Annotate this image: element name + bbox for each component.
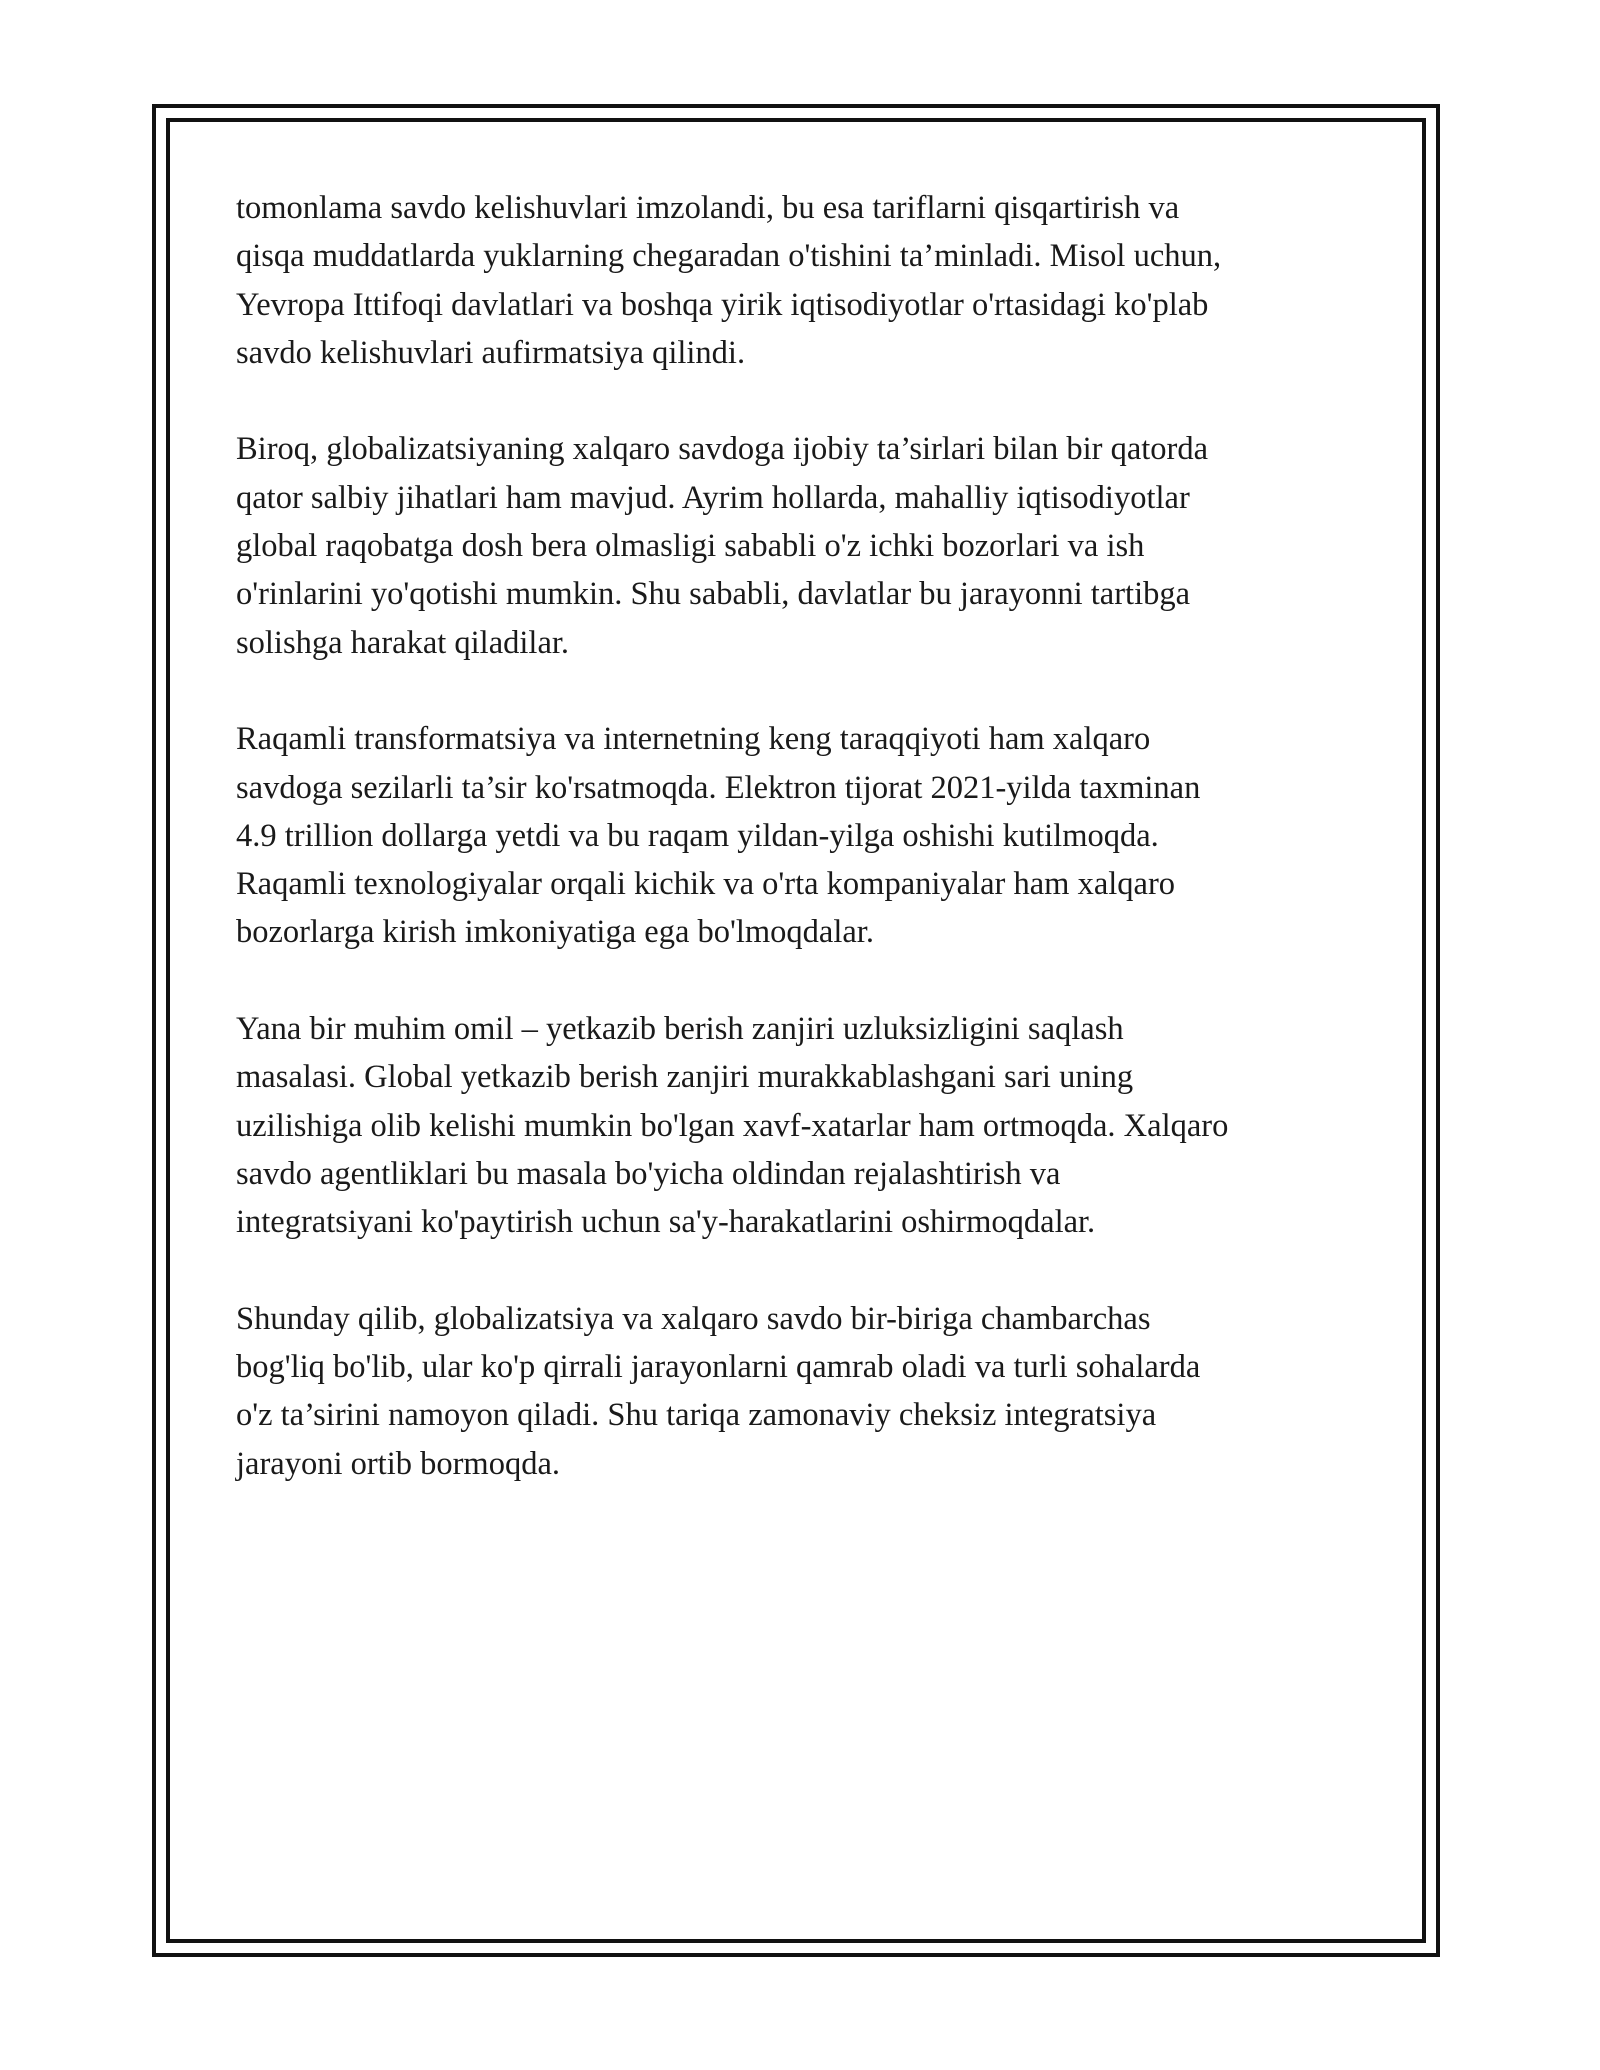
text-line: qator salbiy jihatlari ham mavjud. Ayrim hollarda, mahalliy iqtisodiyotlar — [236, 479, 1190, 516]
paragraph — [236, 1295, 1356, 1488]
text-line: savdoga sezilarli ta’sir ko'rsatmoqda. Elektron tijorat 2021-yilda taxminan — [236, 769, 1201, 806]
text-line: savdo kelishuvlari aufirmatsiya qilindi. — [236, 334, 746, 371]
text-line: uzilishiga olib kelishi mumkin bo'lgan xavf-xatarlar ham ortmoqda. Xalqaro — [236, 1107, 1229, 1144]
text-line: Yana bir muhim omil – yetkazib berish zanjiri uzluksizligini saqlash — [236, 1011, 1124, 1048]
text-line: o'rinlarini yo'qotishi mumkin. Shu sababli, davlatlar bu jarayonni tartibga — [236, 576, 1191, 613]
paragraph — [236, 1005, 1356, 1246]
text-line: savdo agentliklari bu masala bo'yicha oldindan rejalashtirish va — [236, 1155, 1061, 1192]
text-line: 4.9 trillion dollarga yetdi va bu raqam yildan-yilga oshishi kutilmoqda. — [236, 817, 1159, 854]
text-line: Yevropa Ittifoqi davlatlari va boshqa yirik iqtisodiyotlar o'rtasidagi ko'plab — [236, 286, 1209, 323]
text-line: o'z ta’sirini namoyon qiladi. Shu tariqa zamonaviy cheksiz integratsiya — [236, 1397, 1157, 1434]
text-line: qisqa muddatlarda yuklarning chegaradan o'tishini ta’minladi. Misol uchun, — [236, 238, 1222, 275]
text-line: jarayoni ortib bormoqda. — [236, 1445, 561, 1482]
paragraph — [236, 425, 1356, 666]
text-line: Biroq, globalizatsiyaning xalqaro savdoga ijobiy ta’sirlari bilan bir qatorda — [236, 431, 1209, 468]
text-line: bozorlarga kirish imkoniyatiga ega bo'lmoqdalar. — [236, 914, 874, 951]
paragraph — [236, 715, 1356, 956]
text-line: global raqobatga dosh bera olmasligi sababli o'z ichki bozorlari va ish — [236, 528, 1145, 565]
text-line: Shunday qilib, globalizatsiya va xalqaro savdo bir-biriga chambarchas — [236, 1300, 1151, 1337]
text-line: integratsiyani ko'paytirish uchun sa'y-harakatlarini oshirmoqdalar. — [236, 1204, 1096, 1241]
text-line: Raqamli transformatsiya va internetning keng taraqqiyoti ham xalqaro — [236, 721, 1151, 758]
text-line: masalasi. Global yetkazib berish zanjiri murakkablashgani sari uning — [236, 1059, 1134, 1096]
text-line: tomonlama savdo kelishuvlari imzolandi, bu esa tariflarni qisqartirish va — [236, 190, 1180, 226]
paragraph — [236, 184, 1356, 377]
text-line: solishga harakat qiladilar. — [236, 624, 570, 661]
document-body — [236, 184, 1356, 1536]
text-line: bog'liq bo'lib, ular ko'p qirrali jarayonlarni qamrab oladi va turli sohalarda — [236, 1349, 1201, 1386]
text-line: Raqamli texnologiyalar orqali kichik va o'rta kompaniyalar ham xalqaro — [236, 866, 1176, 903]
